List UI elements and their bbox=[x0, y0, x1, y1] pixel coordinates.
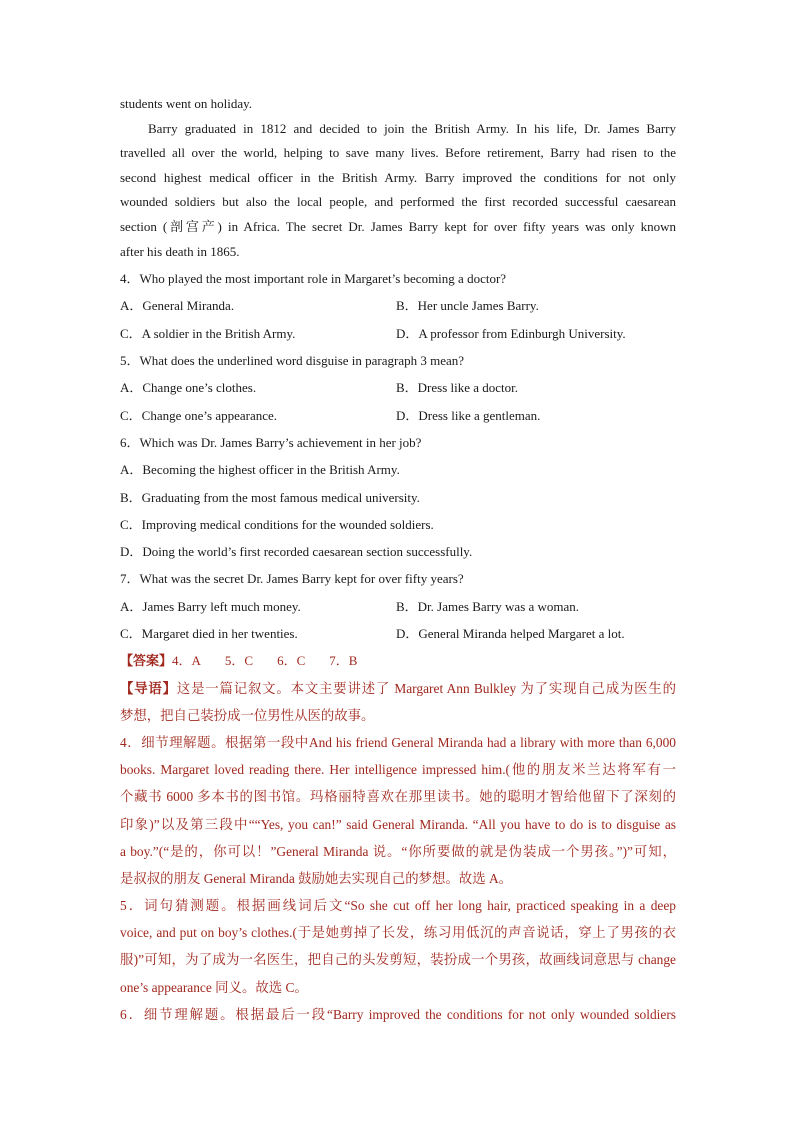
option-row bbox=[120, 320, 676, 347]
answer-item: 6．C bbox=[277, 653, 306, 669]
explanation-line: one’s appearance 同义。故选 C。 bbox=[120, 979, 308, 995]
answer-item: 7．B bbox=[329, 653, 358, 669]
answer-item: 4．A bbox=[172, 653, 201, 669]
guide-tag: 【导语】 bbox=[120, 680, 177, 696]
passage-line: wounded soldiers but also the local people, and performed the first recorded successful caesarean bbox=[120, 194, 676, 210]
option-c: C．A soldier in the British Army. bbox=[120, 325, 296, 341]
option-c: C．Change one’s appearance. bbox=[120, 407, 278, 423]
option-a: A．Change one’s clothes. bbox=[120, 380, 257, 396]
explanation-line: 4．细节理解题。根据第一段中And his friend General Miranda had a library with more than 6,000 bbox=[120, 734, 676, 750]
passage-line: after his death in 1865. bbox=[120, 243, 240, 259]
option-a: A．James Barry left much money. bbox=[120, 598, 301, 614]
document-page bbox=[120, 92, 676, 1028]
question-stem: 5．What does the underlined word disguise in paragraph 3 mean? bbox=[120, 353, 465, 369]
explanation-line: 5．词句猜测题。根据画线词后文“So she cut off her long hair, practiced speaking in a deep bbox=[120, 898, 676, 914]
passage-line: section (剖宫产) in Africa. The secret Dr. James Barry kept for over fifty years was only known bbox=[120, 218, 676, 234]
option-c: C．Improving medical conditions for the wounded soldiers. bbox=[120, 516, 434, 532]
passage-line: second highest medical officer in the British Army. Barry improved the conditions for not only bbox=[120, 169, 676, 185]
option-row bbox=[120, 402, 676, 429]
guide-line bbox=[120, 675, 676, 702]
option-d: D．A professor from Edinburgh University. bbox=[396, 325, 626, 341]
guide bbox=[120, 675, 676, 729]
option-d: D．Dress like a gentleman. bbox=[396, 407, 541, 423]
option-row bbox=[120, 593, 676, 620]
passage-line: students went on holiday. bbox=[120, 96, 253, 111]
option-b: B．Her uncle James Barry. bbox=[396, 298, 539, 314]
explanation-line: books. Margaret loved reading there. Her intelligence impressed him.(他的朋友米兰达将军有一 bbox=[120, 762, 676, 778]
question-stem: 7．What was the secret Dr. James Barry kept for over fifty years? bbox=[120, 571, 464, 587]
question-stem: 4．Who played the most important role in Margaret’s becoming a doctor? bbox=[120, 271, 507, 287]
question-4 bbox=[120, 265, 676, 347]
option-b: B．Dr. James Barry was a woman. bbox=[396, 598, 580, 614]
explanation-line: a boy.”(“是的，你可以！”General Miranda 说。“你所要做的就是伪装成一个男孩。”)”可知， bbox=[120, 843, 676, 859]
explanation-line: 6．细节理解题。根据最后一段“Barry improved the conditions for not only wounded soldiers bbox=[120, 1006, 676, 1022]
explanation-line: voice, and put on boy’s clothes.(于是她剪掉了长发，练习用低沉的声音说话，穿上了男孩的衣 bbox=[120, 925, 676, 941]
explanation bbox=[120, 729, 676, 1028]
question-5 bbox=[120, 347, 676, 429]
guide-text: 这是一篇记叙文。本文主要讲述了 Margaret Ann Bulkley 为了实现自己成为医生的 bbox=[176, 680, 676, 696]
option-a: A．General Miranda. bbox=[120, 298, 235, 314]
answer-list bbox=[172, 653, 381, 668]
option-d: D．Doing the world’s first recorded caesarean section successfully. bbox=[120, 544, 473, 560]
guide-line: 梦想，把自己装扮成一位男性从医的故事。 bbox=[120, 707, 375, 723]
option-c: C．Margaret died in her twenties. bbox=[120, 626, 298, 642]
question-stem: 6．Which was Dr. James Barry’s achievement in her job? bbox=[120, 434, 422, 450]
explanation-line: 个藏书 6000 多本书的图书馆。玛格丽特喜欢在那里读书。她的聪明才智给他留下了深刻的 bbox=[120, 789, 676, 805]
option-b: B．Dress like a doctor. bbox=[396, 380, 519, 396]
question-7 bbox=[120, 565, 676, 647]
option-row bbox=[120, 292, 676, 319]
passage-line: Barry graduated in 1812 and decided to join the British Army. In his life, Dr. James Barry bbox=[148, 120, 676, 136]
answer-tag: 【答案】 bbox=[120, 653, 173, 669]
answer-item: 5．C bbox=[224, 653, 254, 669]
explanation-line: 印象)”以及第三段中““Yes, you can!” said General Miranda. “All you have to do is to disguise as bbox=[120, 816, 676, 832]
explanation-line: 是叔叔的朋友 General Miranda 鼓励她去实现自己的梦想。故选 A。 bbox=[120, 870, 513, 886]
option-row bbox=[120, 374, 676, 401]
option-row bbox=[120, 620, 676, 647]
option-b: B．Graduating from the most famous medical university. bbox=[120, 489, 420, 505]
question-6 bbox=[120, 429, 676, 565]
answer-key bbox=[120, 647, 676, 674]
passage-line: travelled all over the world, helping to save many lives. Before retirement, Barry had risen to the bbox=[120, 145, 676, 161]
passage bbox=[120, 92, 676, 264]
option-a: A．Becoming the highest officer in the British Army. bbox=[120, 462, 400, 478]
explanation-line: 服)”可知，为了成为一名医生，把自己的头发剪短，装扮成一个男孩，故画线词意思与 change bbox=[120, 952, 676, 968]
option-d: D．General Miranda helped Margaret a lot. bbox=[396, 626, 625, 642]
